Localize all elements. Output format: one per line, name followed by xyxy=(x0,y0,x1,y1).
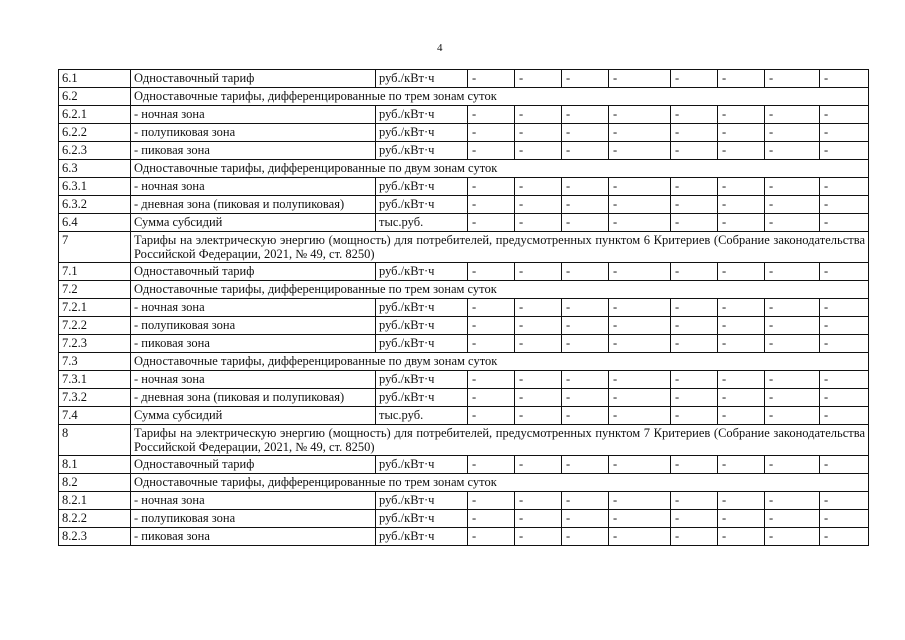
row-unit: руб./кВт·ч xyxy=(376,142,468,160)
row-number: 6.1 xyxy=(59,70,131,88)
row-number: 6.2.3 xyxy=(59,142,131,160)
row-name: - ночная зона xyxy=(131,492,376,510)
row-unit: руб./кВт·ч xyxy=(376,456,468,474)
row-number: 6.4 xyxy=(59,214,131,232)
row-name: - пиковая зона xyxy=(131,528,376,546)
value-cell: - xyxy=(609,124,671,142)
value-cell: - xyxy=(609,196,671,214)
value-cell: - xyxy=(820,317,869,335)
row-unit: руб./кВт·ч xyxy=(376,178,468,196)
value-cell: - xyxy=(765,510,820,528)
value-cell: - xyxy=(765,371,820,389)
table-row xyxy=(59,510,869,528)
row-unit: руб./кВт·ч xyxy=(376,106,468,124)
row-name: Одноставочные тарифы, дифференцированные по трем зонам суток xyxy=(131,281,869,299)
row-unit: руб./кВт·ч xyxy=(376,371,468,389)
value-cell: - xyxy=(609,214,671,232)
value-cell: - xyxy=(468,214,515,232)
value-cell: - xyxy=(671,70,718,88)
value-cell: - xyxy=(671,214,718,232)
value-cell: - xyxy=(468,142,515,160)
value-cell: - xyxy=(515,178,562,196)
row-name: - ночная зона xyxy=(131,178,376,196)
row-unit: руб./кВт·ч xyxy=(376,124,468,142)
row-name: Одноставочные тарифы, дифференцированные по трем зонам суток xyxy=(131,474,869,492)
value-cell: - xyxy=(562,407,609,425)
row-unit: руб./кВт·ч xyxy=(376,317,468,335)
row-number: 7.2.1 xyxy=(59,299,131,317)
row-name: - ночная зона xyxy=(131,106,376,124)
value-cell: - xyxy=(562,142,609,160)
row-unit: руб./кВт·ч xyxy=(376,335,468,353)
value-cell: - xyxy=(468,299,515,317)
value-cell: - xyxy=(718,299,765,317)
row-name: Одноставочный тариф xyxy=(131,70,376,88)
value-cell: - xyxy=(609,528,671,546)
row-number: 8.1 xyxy=(59,456,131,474)
value-cell: - xyxy=(718,178,765,196)
value-cell: - xyxy=(820,263,869,281)
value-cell: - xyxy=(718,263,765,281)
value-cell: - xyxy=(609,492,671,510)
value-cell: - xyxy=(609,389,671,407)
value-cell: - xyxy=(468,371,515,389)
value-cell: - xyxy=(609,371,671,389)
row-number: 6.2 xyxy=(59,88,131,106)
value-cell: - xyxy=(468,389,515,407)
value-cell: - xyxy=(671,456,718,474)
table-row xyxy=(59,142,869,160)
value-cell: - xyxy=(671,335,718,353)
value-cell: - xyxy=(515,492,562,510)
row-unit: руб./кВт·ч xyxy=(376,196,468,214)
value-cell: - xyxy=(562,299,609,317)
value-cell: - xyxy=(515,317,562,335)
value-cell: - xyxy=(609,299,671,317)
row-name: Одноставочные тарифы, дифференцированные по трем зонам суток xyxy=(131,88,869,106)
value-cell: - xyxy=(609,178,671,196)
tariff-table-body xyxy=(59,70,869,546)
value-cell: - xyxy=(562,456,609,474)
value-cell: - xyxy=(765,528,820,546)
value-cell: - xyxy=(609,142,671,160)
value-cell: - xyxy=(820,142,869,160)
row-number: 8.2.2 xyxy=(59,510,131,528)
row-number: 6.3.2 xyxy=(59,196,131,214)
row-name: - пиковая зона xyxy=(131,142,376,160)
table-row xyxy=(59,124,869,142)
value-cell: - xyxy=(765,263,820,281)
row-number: 7.2.2 xyxy=(59,317,131,335)
table-row xyxy=(59,281,869,299)
row-name: - полупиковая зона xyxy=(131,510,376,528)
row-number: 8.2 xyxy=(59,474,131,492)
table-row xyxy=(59,88,869,106)
value-cell: - xyxy=(765,70,820,88)
value-cell: - xyxy=(515,456,562,474)
row-name: Одноставочные тарифы, дифференцированные по двум зонам суток xyxy=(131,353,869,371)
value-cell: - xyxy=(718,317,765,335)
value-cell: - xyxy=(515,124,562,142)
value-cell: - xyxy=(671,142,718,160)
row-number: 6.2.1 xyxy=(59,106,131,124)
value-cell: - xyxy=(718,70,765,88)
row-name: Сумма субсидий xyxy=(131,214,376,232)
value-cell: - xyxy=(562,510,609,528)
row-unit: руб./кВт·ч xyxy=(376,492,468,510)
value-cell: - xyxy=(718,492,765,510)
row-unit: тыс.руб. xyxy=(376,407,468,425)
row-number: 7.3.1 xyxy=(59,371,131,389)
row-name: Одноставочный тариф xyxy=(131,263,376,281)
row-number: 7.2 xyxy=(59,281,131,299)
value-cell: - xyxy=(468,70,515,88)
value-cell: - xyxy=(562,371,609,389)
value-cell: - xyxy=(671,407,718,425)
value-cell: - xyxy=(609,335,671,353)
row-number: 8 xyxy=(59,425,131,456)
row-number: 6.3.1 xyxy=(59,178,131,196)
row-unit: руб./кВт·ч xyxy=(376,389,468,407)
row-unit: руб./кВт·ч xyxy=(376,299,468,317)
value-cell: - xyxy=(515,263,562,281)
table-row xyxy=(59,70,869,88)
value-cell: - xyxy=(468,196,515,214)
row-number: 7.3 xyxy=(59,353,131,371)
value-cell: - xyxy=(562,263,609,281)
value-cell: - xyxy=(718,335,765,353)
value-cell: - xyxy=(468,124,515,142)
value-cell: - xyxy=(820,335,869,353)
value-cell: - xyxy=(820,178,869,196)
value-cell: - xyxy=(718,510,765,528)
value-cell: - xyxy=(718,456,765,474)
value-cell: - xyxy=(820,389,869,407)
table-row xyxy=(59,407,869,425)
row-name: - дневная зона (пиковая и полупиковая) xyxy=(131,389,376,407)
value-cell: - xyxy=(765,335,820,353)
value-cell: - xyxy=(562,196,609,214)
value-cell: - xyxy=(765,178,820,196)
value-cell: - xyxy=(609,317,671,335)
table-row xyxy=(59,214,869,232)
value-cell: - xyxy=(718,389,765,407)
value-cell: - xyxy=(468,492,515,510)
value-cell: - xyxy=(515,389,562,407)
value-cell: - xyxy=(609,263,671,281)
table-row xyxy=(59,106,869,124)
value-cell: - xyxy=(562,124,609,142)
value-cell: - xyxy=(468,317,515,335)
value-cell: - xyxy=(609,510,671,528)
value-cell: - xyxy=(515,528,562,546)
value-cell: - xyxy=(609,70,671,88)
value-cell: - xyxy=(609,106,671,124)
value-cell: - xyxy=(820,299,869,317)
value-cell: - xyxy=(468,456,515,474)
value-cell: - xyxy=(718,214,765,232)
value-cell: - xyxy=(515,335,562,353)
value-cell: - xyxy=(765,492,820,510)
table-row xyxy=(59,425,869,456)
value-cell: - xyxy=(468,178,515,196)
value-cell: - xyxy=(671,492,718,510)
value-cell: - xyxy=(671,510,718,528)
table-row xyxy=(59,160,869,178)
table-row xyxy=(59,196,869,214)
table-row xyxy=(59,492,869,510)
row-unit: руб./кВт·ч xyxy=(376,70,468,88)
value-cell: - xyxy=(562,178,609,196)
value-cell: - xyxy=(671,371,718,389)
row-number: 8.2.1 xyxy=(59,492,131,510)
value-cell: - xyxy=(468,510,515,528)
value-cell: - xyxy=(718,407,765,425)
row-unit: тыс.руб. xyxy=(376,214,468,232)
value-cell: - xyxy=(820,371,869,389)
value-cell: - xyxy=(562,106,609,124)
row-name: Тарифы на электрическую энергию (мощность) для потребителей, предусмотренных пунктом 6 Критериев (Собрание законодательства Российской Федерации, 2021, № 49, ст. 8250) xyxy=(131,232,869,263)
row-number: 8.2.3 xyxy=(59,528,131,546)
value-cell: - xyxy=(765,317,820,335)
value-cell: - xyxy=(765,389,820,407)
value-cell: - xyxy=(820,70,869,88)
row-name: Сумма субсидий xyxy=(131,407,376,425)
table-row xyxy=(59,528,869,546)
value-cell: - xyxy=(671,196,718,214)
row-name: Одноставочный тариф xyxy=(131,456,376,474)
value-cell: - xyxy=(765,299,820,317)
table-row xyxy=(59,317,869,335)
table-row xyxy=(59,178,869,196)
row-name: - пиковая зона xyxy=(131,335,376,353)
table-row xyxy=(59,299,869,317)
value-cell: - xyxy=(515,407,562,425)
table-row xyxy=(59,371,869,389)
row-number: 7.1 xyxy=(59,263,131,281)
table-row xyxy=(59,232,869,263)
value-cell: - xyxy=(671,299,718,317)
value-cell: - xyxy=(515,371,562,389)
value-cell: - xyxy=(718,371,765,389)
value-cell: - xyxy=(562,335,609,353)
table-row xyxy=(59,263,869,281)
value-cell: - xyxy=(820,214,869,232)
row-number: 7.2.3 xyxy=(59,335,131,353)
value-cell: - xyxy=(820,492,869,510)
row-name: - полупиковая зона xyxy=(131,317,376,335)
value-cell: - xyxy=(515,142,562,160)
value-cell: - xyxy=(515,70,562,88)
value-cell: - xyxy=(562,214,609,232)
value-cell: - xyxy=(468,335,515,353)
value-cell: - xyxy=(515,106,562,124)
row-number: 7.4 xyxy=(59,407,131,425)
value-cell: - xyxy=(820,456,869,474)
value-cell: - xyxy=(671,528,718,546)
value-cell: - xyxy=(820,407,869,425)
row-number: 7 xyxy=(59,232,131,263)
value-cell: - xyxy=(609,407,671,425)
value-cell: - xyxy=(718,142,765,160)
value-cell: - xyxy=(671,389,718,407)
table-row xyxy=(59,474,869,492)
row-number: 7.3.2 xyxy=(59,389,131,407)
row-name: - полупиковая зона xyxy=(131,124,376,142)
value-cell: - xyxy=(562,528,609,546)
value-cell: - xyxy=(562,317,609,335)
value-cell: - xyxy=(765,214,820,232)
value-cell: - xyxy=(609,456,671,474)
value-cell: - xyxy=(765,456,820,474)
row-name: Одноставочные тарифы, дифференцированные по двум зонам суток xyxy=(131,160,869,178)
value-cell: - xyxy=(671,178,718,196)
row-name: - ночная зона xyxy=(131,299,376,317)
value-cell: - xyxy=(820,510,869,528)
value-cell: - xyxy=(468,263,515,281)
value-cell: - xyxy=(820,196,869,214)
row-name: Тарифы на электрическую энергию (мощность) для потребителей, предусмотренных пунктом 7 Критериев (Собрание законодательства Российской Федерации, 2021, № 49, ст. 8250) xyxy=(131,425,869,456)
row-number: 6.2.2 xyxy=(59,124,131,142)
value-cell: - xyxy=(765,124,820,142)
value-cell: - xyxy=(765,407,820,425)
value-cell: - xyxy=(671,106,718,124)
page-number: 4 xyxy=(437,42,443,54)
row-name: - ночная зона xyxy=(131,371,376,389)
row-name: - дневная зона (пиковая и полупиковая) xyxy=(131,196,376,214)
value-cell: - xyxy=(820,106,869,124)
value-cell: - xyxy=(515,299,562,317)
value-cell: - xyxy=(562,389,609,407)
value-cell: - xyxy=(671,124,718,142)
value-cell: - xyxy=(820,124,869,142)
value-cell: - xyxy=(468,106,515,124)
value-cell: - xyxy=(718,106,765,124)
value-cell: - xyxy=(765,106,820,124)
value-cell: - xyxy=(765,142,820,160)
value-cell: - xyxy=(515,196,562,214)
value-cell: - xyxy=(468,407,515,425)
table-row xyxy=(59,389,869,407)
row-number: 6.3 xyxy=(59,160,131,178)
row-unit: руб./кВт·ч xyxy=(376,510,468,528)
value-cell: - xyxy=(820,528,869,546)
value-cell: - xyxy=(718,196,765,214)
table-row xyxy=(59,335,869,353)
row-unit: руб./кВт·ч xyxy=(376,528,468,546)
value-cell: - xyxy=(671,317,718,335)
value-cell: - xyxy=(562,492,609,510)
value-cell: - xyxy=(515,510,562,528)
value-cell: - xyxy=(515,214,562,232)
value-cell: - xyxy=(718,528,765,546)
value-cell: - xyxy=(671,263,718,281)
row-unit: руб./кВт·ч xyxy=(376,263,468,281)
value-cell: - xyxy=(718,124,765,142)
value-cell: - xyxy=(468,528,515,546)
tariff-table xyxy=(58,69,869,546)
value-cell: - xyxy=(765,196,820,214)
table-row xyxy=(59,353,869,371)
table-row xyxy=(59,456,869,474)
value-cell: - xyxy=(562,70,609,88)
